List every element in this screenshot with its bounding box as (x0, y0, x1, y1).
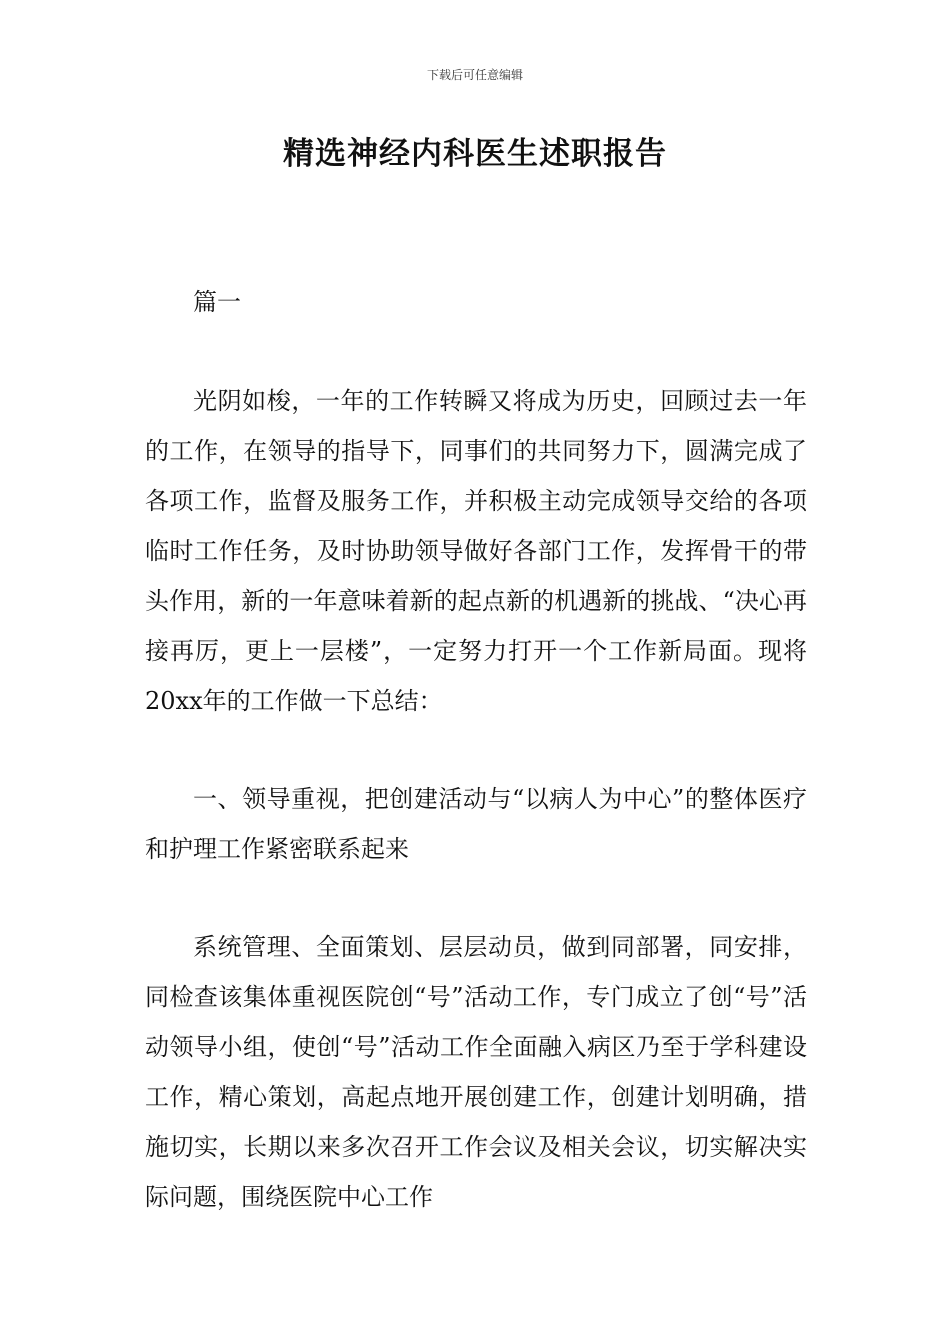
section-label: 篇一 (193, 288, 241, 316)
document-title: 精选神经内科医生述职报告 (283, 136, 667, 172)
intro-paragraph: 光阴如梭，一年的工作转瞬又将成为历史，回顾过去一年的工作，在领导的指导下，同事们的共同努力下，圆满完成了各项工作，监督及服务工作，并积极主动完成领导交给的各项临时工作任务，及时协助领导做好各部门工作，发挥骨干的带头作用，新的一年意味着新的起点新的机遇新的挑战、“决心再接再厉，更上一层楼”，一定努力打开一个工作新局面。现将20xx年的工作做一下总结： (145, 387, 807, 715)
section-heading: 一、领导重视，把创建活动与“以病人为中心”的整体医疗和护理工作紧密联系起来 (145, 785, 807, 863)
header-note: 下载后可任意编辑 (426, 68, 523, 82)
body-paragraph: 系统管理、全面策划、层层动员，做到同部署，同安排，同检查该集体重视医院创“号”活动工作，专门成立了创“号”活动领导小组，使创“号”活动工作全面融入病区乃至于学科建设工作，精心策划，高起点地开展创建工作，创建计划明确，措施切实，长期以来多次召开工作会议及相关会议，切实解决实际问题，围绕医院中心工作 (145, 933, 807, 1211)
